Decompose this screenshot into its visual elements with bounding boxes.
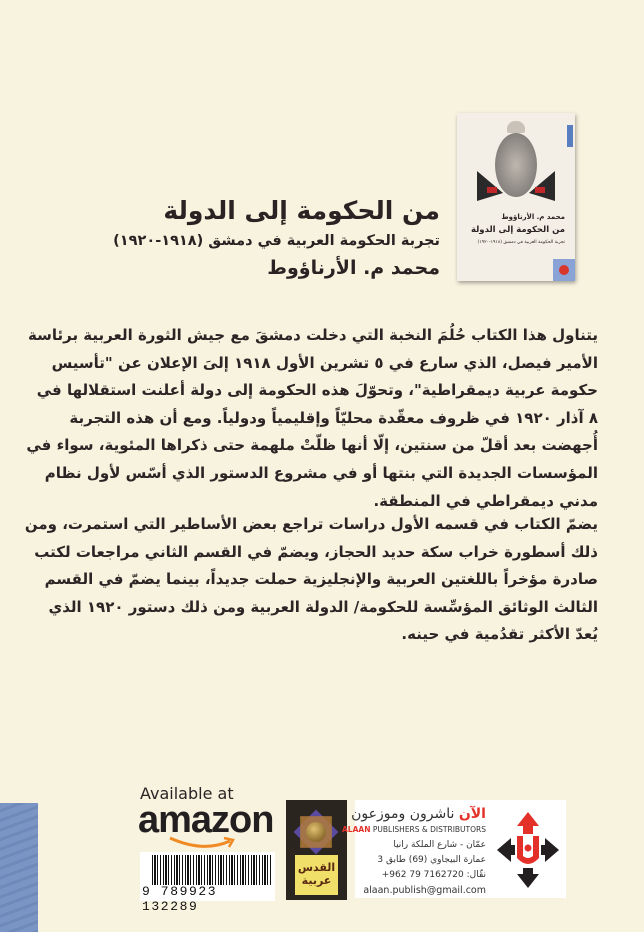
publisher-name-en <box>342 825 486 834</box>
blurb-line: مدني ديمقراطي في المنطقة. <box>373 491 598 510</box>
quds-label-box <box>295 855 338 895</box>
amazon-logo: amazon <box>138 799 274 841</box>
publisher-phone: نقّال: 7162720 79 962+ <box>381 870 486 880</box>
publisher-name-ar-red: الآن <box>458 806 486 822</box>
book-cover-thumbnail <box>457 113 575 281</box>
publisher-name-en-red: ALAAN <box>342 825 371 834</box>
available-at-label: Available at <box>140 784 234 803</box>
alaan-logo-icon <box>495 810 561 890</box>
publisher-email: alaan.publish@gmail.com <box>363 885 486 896</box>
book-title: من الحكومة إلى الدولة <box>163 196 440 225</box>
publisher-address-1: عمّان - شارع الملكة رانيا <box>393 840 486 850</box>
thumb-author: محمد م. الأرناؤوط <box>501 213 565 221</box>
book-subtitle: تجربة الحكومة العربية في دمشق (١٩١٨-١٩٢٠) <box>113 233 440 249</box>
blurb-line: الثالث الوثائق المؤسِّسة للحكومة/ الدولة العربية ومن ذلك دستور ١٩٢٠ الذي <box>48 597 598 616</box>
thumb-title: من الحكومة إلى الدولة <box>470 225 565 235</box>
blurb-line: يتناول هذا الكتاب حُلُمَ النخبة التي دخلت دمشقَ مع جيش الثورة العربية برئاسة <box>28 326 598 344</box>
publisher-address-2: عمارة البيجاوي (69) طابق 3 <box>377 855 486 865</box>
publisher-name-ar <box>351 806 486 822</box>
thumb-subtitle: تجربة الحكومة العربية في دمشق (١٩١٨-١٩٢٠) <box>477 240 565 245</box>
publisher-name-ar-rest: ناشرون وموزعون <box>351 806 455 822</box>
isbn-barcode <box>140 852 275 914</box>
blurb-line: يضمّ الكتاب في قسمه الأول دراسات تراجع بعض الأساطير التي استمرت، ومن <box>24 515 598 533</box>
barcode-bars <box>152 855 272 885</box>
blurb-line: المؤسسات الجديدة التي بنتها أو في مشروع الدستور الذي أسّس لأول نظام <box>44 463 598 482</box>
amazon-smile-icon <box>168 835 238 851</box>
blurb-line: ذلك أسطورة خراب سكة حديد الحجاز، ويضمّ في القسم الثاني مراجعات لكتب <box>34 542 598 561</box>
blurb-line: يُعدّ الأكثر تقدُمية في حينه. <box>401 625 598 644</box>
blurb-paragraph-1 <box>26 322 598 515</box>
publisher-name-en-rest: PUBLISHERS & DISTRIBUTORS <box>372 825 486 834</box>
blurb-paragraph-2 <box>24 511 598 649</box>
dome-icon <box>306 822 326 842</box>
crown-emblem <box>507 121 525 133</box>
book-author: محمد م. الأرناؤوط <box>267 257 440 279</box>
flag-right-red <box>535 187 545 193</box>
isbn-number: 9 789923 132289 <box>142 884 218 914</box>
quds-label: عربية <box>301 874 332 887</box>
flag-left-red <box>487 187 497 193</box>
blurb-line: ٨ آذار ١٩٢٠ في ظروف معقّدة محليّاً وإقليمياً ودولياً. ومع أن هذه التجربة <box>69 408 598 427</box>
blurb-line: الأمير فيصل، الذي سارع في ٥ تشرين الأول ١٩١٨ إلىَ الإعلان عن "تأسيس <box>51 353 598 372</box>
publisher-logo-icon <box>553 259 575 281</box>
blurb-line: حكومة عربية ديمقراطية"، وتحوّلَ هذه الحكومة إلى دولة أعلنت استقلالها في <box>36 381 598 400</box>
portrait-image <box>495 133 537 197</box>
spine-stripe <box>0 803 38 932</box>
series-badge <box>567 125 573 147</box>
quds-arabia-logo <box>286 800 347 900</box>
quds-label: القدس <box>297 861 336 874</box>
publisher-block <box>342 800 566 898</box>
blurb-line: أُجهضت بعد أقلّ من سنتين، إلّا أنها ظلّتْ ملهمة حتى ذكراها المئوية، سواء في <box>26 436 598 455</box>
blurb-line: صادرة مؤخراً باللغتين العربية والإنجليزية حملت جديداً، بينما يضمّ في القسم <box>44 570 598 589</box>
